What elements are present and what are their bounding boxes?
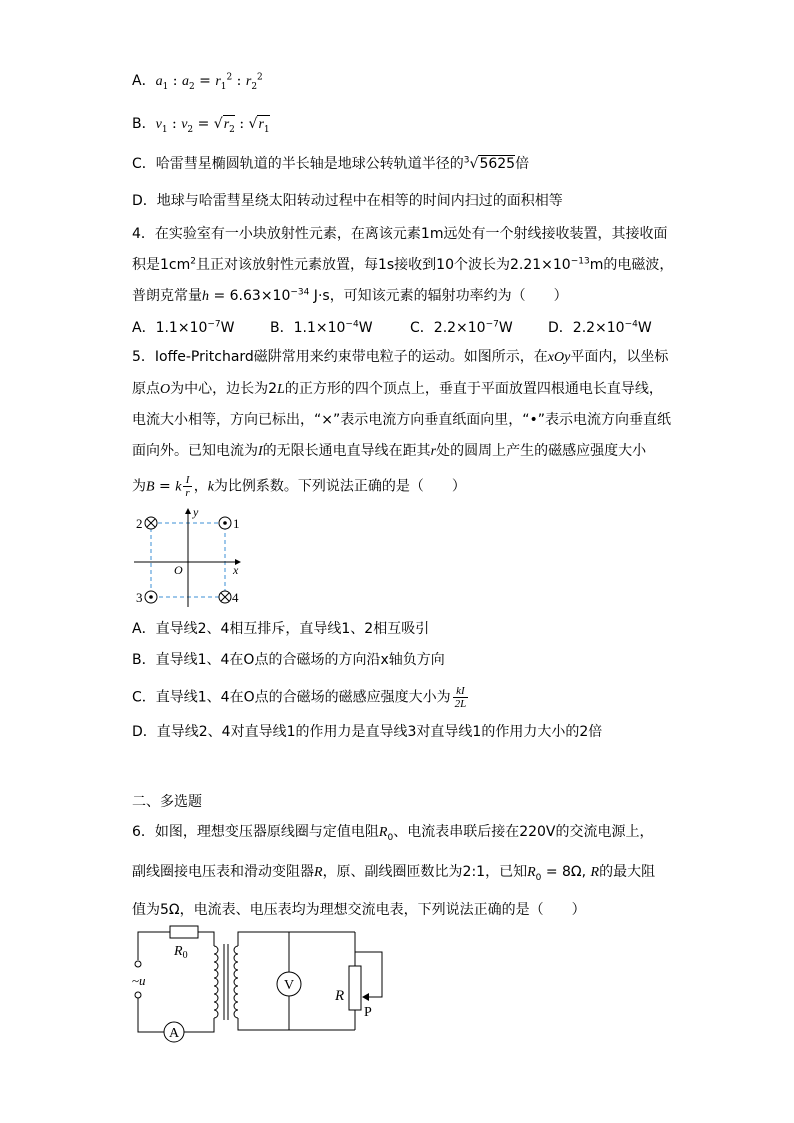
primary-coil [214, 946, 218, 1018]
q4-line2: 积是$1cm^2$且正对该放射性元素放置，每1s接收到10个波长为$2.21\times 10^{-13}m$的电磁波， [132, 256, 674, 273]
r0-label: $R_0$ [174, 944, 188, 961]
x-axis-label: x [233, 563, 239, 577]
source-label: ~u [132, 973, 146, 988]
q4-option-c: C．$2.2\times 10^{-7}W$ [410, 319, 513, 336]
q4-option-a: A．$1.1\times 10^{-7}W$ [132, 319, 235, 336]
wire-label-2: 2 [136, 516, 143, 531]
q4-line3: 普朗克常量$h = 6.63\times 10^{-34}$ J·s，可知该元素的辐射功率约为（ ） [132, 287, 568, 304]
wire-4-into-page [219, 591, 231, 603]
rheostat [349, 966, 361, 1010]
q6-circuit [130, 922, 400, 1052]
terminal-top [135, 961, 141, 967]
q3-option-a: A．$a_1$ : $a_2 = r_1^2$ : $r_2^2$ [132, 72, 263, 92]
q3-option-c: C．哈雷彗星椭圆轨道的半长轴是地球公转轨道半径的$^3$√5625倍 [132, 155, 530, 172]
terminal-bottom [135, 992, 141, 998]
wire-label-1: 1 [233, 516, 240, 531]
q6-line3: 值为5Ω，电流表、电压表均为理想交流电表，下列说法正确的是（ ） [132, 902, 586, 918]
q3-option-d: D．地球与哈雷彗星绕太阳转动过程中在相等的时间内扫过的面积相等 [132, 193, 563, 209]
root-value: 5625 [479, 156, 516, 172]
q5-line5: 为B = k $\frac{I}{r}$ ，k为比例系数。下列说法正确的是（ ） [132, 474, 466, 499]
origin-label: O [174, 563, 183, 577]
q3-option-b: B．$v_1$ : $v_2 = √r_2$ : $√r_1$ [132, 116, 270, 135]
q5-figure [130, 503, 250, 611]
q5-option-b: B．直导线1、4在O点的合磁场的方向沿x轴负方向 [132, 652, 445, 668]
resistor-r0 [170, 926, 198, 938]
svg-text:A: A [169, 1026, 180, 1041]
q6-line2: 副线圈接电压表和滑动变阻器R，原、副线圈匝数比为2:1，已知$R_0 = 8\Omega$, R的最大阻 [132, 864, 656, 883]
q5-line2: 原点O为中心，边长为2L的正方形的四个顶点上，垂直于平面放置四根通电长直导线， [132, 381, 663, 397]
wire-1-out-of-page [219, 517, 231, 529]
rheostat-label: R [335, 988, 345, 1004]
y-axis-label: y [193, 505, 199, 519]
wire-2-into-page [145, 517, 157, 529]
wire-label-4: 4 [232, 590, 239, 605]
q5-option-a: A．直导线2、4相互排斥，直导线1、2相互吸引 [132, 621, 430, 637]
slider-arrow [362, 993, 369, 1001]
q4-line1: 4．在实验室有一小块放射性元素，在离该元素1m远处有一个射线接收装置，其接收面 [132, 226, 668, 242]
section-title: 二、多选题 [132, 794, 202, 810]
q6-line1: 6．如图，理想变压器原线圈与定值电阻$R_0$、电流表串联后接在220V的交流电源上， [132, 824, 654, 843]
wire-3-out-of-page [145, 591, 157, 603]
secondary-coil [234, 946, 238, 1018]
q4-option-b: B．$1.1\times 10^{-4}W$ [270, 319, 373, 336]
q5-option-c: C．直导线1、4在O点的合磁场的磁感应强度大小为 $\frac{kI}{2L}$ [132, 685, 467, 710]
q5-option-d: D．直导线2、4对直导线1的作用力是直导线3对直导线1的作用力大小的2倍 [132, 724, 603, 740]
wire-label-3: 3 [136, 590, 143, 605]
q5-line4: 面向外。已知电流为I的无限长通电直导线在距其r处的圆周上产生的磁感应强度大小 [132, 443, 647, 459]
slider-label: P [364, 1005, 372, 1020]
q5-line3: 电流大小相等，方向已标出，“×”表示电流方向垂直纸面向里，“•”表示电流方向垂直纸 [132, 412, 671, 428]
q5-line1: 5．Ioffe-Pritchard磁阱常用来约束带电粒子的运动。如图所示，在xOy平面内，以坐标 [132, 349, 669, 365]
svg-text:V: V [284, 978, 295, 993]
q4-option-d: D．$2.2\times 10^{-4}W$ [548, 319, 652, 336]
